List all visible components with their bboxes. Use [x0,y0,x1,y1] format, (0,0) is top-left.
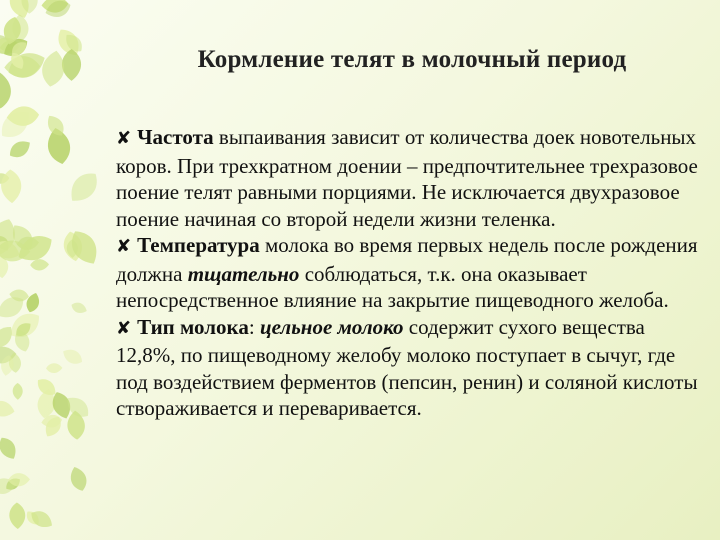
bullet-cross-icon: ✘ [116,317,132,339]
term-milk-type: Тип молока [137,314,249,339]
emphasis-carefully: тщательно [187,261,300,286]
emphasis-whole-milk: цельное молоко [259,314,404,339]
term-temperature: Температура [137,233,260,257]
leaf-shape [30,259,49,271]
paragraph-milk-type [116,314,706,422]
paragraph-frequency [116,124,706,232]
leaf-shape [67,465,89,494]
text-temperature-1: молока во время первых недель после рождения должна [116,233,698,286]
slide-body [116,124,706,422]
text-frequency: выпаивания зависит от количества доек новотельных коров. При трехкратном доении – предпочтительнее трехразовое поение телят равными порциями. Не исключается двухразовое поение начиная со второй недели жизни теленка. [116,125,698,231]
leaf-shape [60,346,85,368]
leaf-shape [62,49,81,81]
text-colon: : [248,314,260,339]
leaf-shape [46,363,63,373]
leaf-shape [6,137,34,162]
bullet-cross-icon: ✘ [116,236,132,257]
leaf-shape [70,300,89,315]
leaf-shape [0,72,11,109]
paragraph-temperature [116,232,706,314]
term-frequency: Частота [137,125,214,149]
leaf-shape [0,434,20,462]
leaf-shape [64,167,103,208]
text-milk-type: содержит сухого вещества 12,8%, по пищеводному желобу молоко поступает в сычуг, где под воздействием ферментов (пепсин, ренин) и соляной кислоты створаживается и переваривается. [116,314,698,420]
text-temperature-2: соблюдаться, т.к. она оказывает непосредственное влияние на закрытие пищеводного желоба. [116,261,669,312]
leaf-shape [39,49,67,89]
leaf-shape [0,399,16,419]
leaf-shape [13,383,23,400]
leaf-shape [9,502,26,529]
slide-title: Кормление телят в молочный период [197,46,627,73]
bullet-cross-icon: ✘ [116,128,132,149]
